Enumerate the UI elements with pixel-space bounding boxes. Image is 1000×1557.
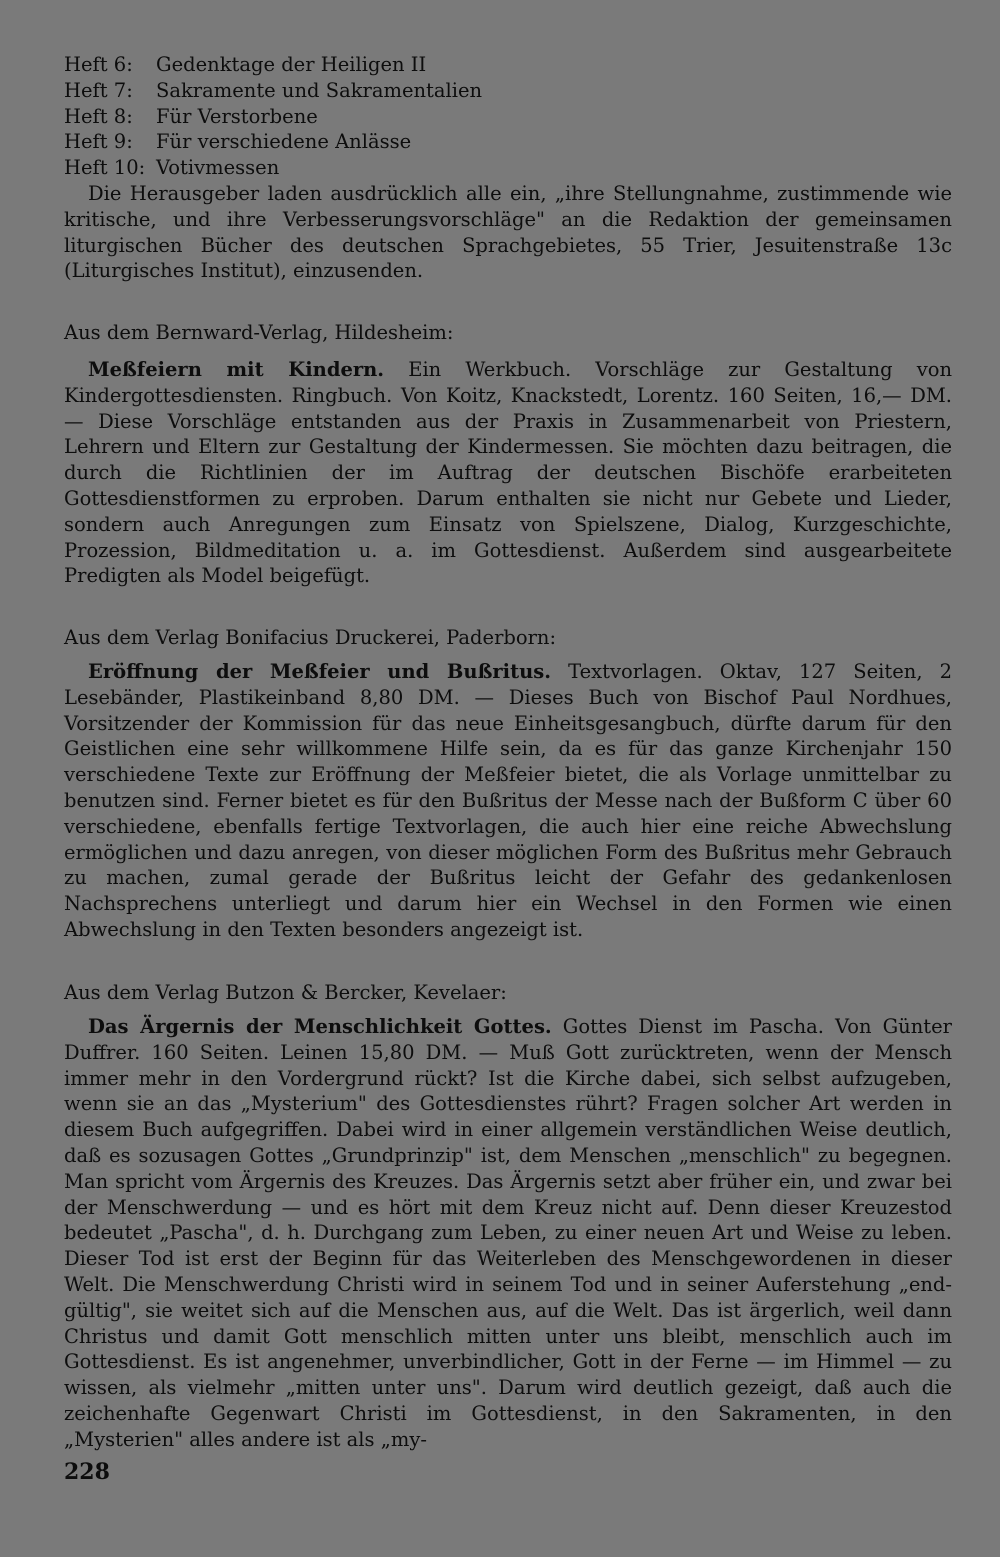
heft-list-item xyxy=(64,129,952,155)
heft-title: Gedenktage der Heiligen II xyxy=(156,53,427,76)
book-title: Eröffnung der Meßfeier und Bußritus. xyxy=(88,660,552,683)
heft-title: Für verschiedene Anlässe xyxy=(156,130,412,154)
book-title: Meßfeiern mit Kindern. xyxy=(88,358,385,381)
review-text: Gottes Dienst im Pascha. Von Günter Duffrer. 160 Seiten. Leinen 15,80 DM. — Muß Gott zurücktreten, wenn der Mensch immer mehr in den Vordergrund rückt? Ist die Kirche dabei, sich selbst aufzugeben, wenn sie an das „Mysterium" des Gottesdienstes rührt? Fragen solcher Art werden in diesem Buch aufgegriffen. Dabei wird in einer allgemein verständlichen Weise deutlich, daß es sozusagen Gottes „Grundprinzip" ist, dem Menschen „menschlich" zu begegnen. Man spricht vom Ärgernis des Kreuzes. Das Ärgernis setzt aber früher ein, und zwar bei der Menschwerdung — und es hört mit dem Kreuz nicht auf. Denn dieser Kreuzestod bedeutet „Pascha", d. h. Durchgang zum Leben, zu einer neuen Art und Weise zu leben. Dieser Tod ist erst der Beginn für das Weiterleben des Menschgewordenen in dieser Welt. Die Menschwerdung Christi wird in seinem Tod und in seiner Auferstehung „end-gültig", sie weitet sich auf die Menschen aus, auf die Welt. Das ist ärgerlich, weil dann Christus und damit Gott menschlich mitten unter uns bleibt, menschlich auch im Gottesdienst. Es ist angenehmer, unverbindlicher, Gott in der Ferne — im Himmel — zu wissen, als vielmehr „mitten unter uns". Darum wird deutlich gezeigt, daß auch die zeichenhafte Gegenwart Christi im Gottesdienst, in den Sakramenten, in den „Mysterien" alles andere ist als „my- xyxy=(64,1015,952,1451)
review-paragraph xyxy=(64,357,952,589)
review-text: Ein Werkbuch. Vorschläge zur Gestaltung von Kindergottesdiensten. Ringbuch. Von Koitz, Knackstedt, Lorentz. 160 Seiten, 16,— DM. — Diese Vorschläge entstanden aus der Praxis in Zusammenarbeit von Priestern, Lehrern und Eltern zur Gestaltung der Kindermessen. Sie möchten dazu beitragen, die durch die Richtlinien der im Auftrag der deutschen Bischöfe erarbeiteten Gottesdienstformen zu erproben. Darum enthalten sie nicht nur Gebete und Lieder, sondern auch Anregungen zum Einsatz von Spielszene, Dialog, Kurzgeschichte, Prozession, Bildmeditation u. a. im Gottesdienst. Außerdem sind ausgearbeitete Predigten als Model beigefügt. xyxy=(64,358,953,588)
review-text: Textvorlagen. Oktav, 127 Seiten, 2 Lesebänder, Plastikeinband 8,80 DM. — Dieses Buch von Bischof Paul Nordhues, Vorsitzender der Kommission für das neue Einheitsgesangbuch, dürfte darum für den Geistlichen eine sehr willkommene Hilfe sein, da es für das ganze Kirchenjahr 150 verschiedene Texte zur Eröffnung der Meßfeier bietet, die als Vorlage unmittelbar zu benutzen sind. Ferner bietet es für den Bußritus der Messe nach der Bußform C über 60 verschiedene, ebenfalls fertige Textvorlagen, die auch hier eine reiche Abwechslung ermöglichen und dazu anregen, von dieser möglichen Form des Bußritus mehr Gebrauch zu machen, zumal gerade der Bußritus leicht der Gefahr des gedankenlosen Nachsprechens unterliegt und darum hier ein Wechsel in den Formen wie einen Abwechslung in den Texten besonders angezeigt ist. xyxy=(64,660,952,941)
heft-number: Heft 8: xyxy=(64,104,133,128)
book-title: Das Ärgernis der Menschlichkeit Gottes. xyxy=(88,1015,552,1038)
review-paragraph xyxy=(64,1014,952,1453)
heft-list-item xyxy=(64,155,952,181)
heft-title: Votivmessen xyxy=(156,156,280,180)
heft-number: Heft 7: xyxy=(64,78,133,102)
heft-title: Sakramente und Sakramentalien xyxy=(156,78,483,102)
heft-list-item xyxy=(64,52,952,78)
heft-number: Heft 9: xyxy=(64,130,133,154)
intro-paragraph: Die Herausgeber laden ausdrücklich alle ein, „ihre Stellungnahme, zustimmende wie kritische, und ihre Verbesserungsvorschläge" an die Redaktion der gemeinsamen liturgischen Bücher des deutschen Sprachgebietes, 55 Trier, Jesuitenstraße 13c (Liturgisches Institut), einzusenden. xyxy=(64,182,952,283)
heft-number: Heft 6: xyxy=(64,53,133,76)
publisher-heading: Aus dem Verlag Bonifacius Druckerei, Paderborn: xyxy=(64,626,557,649)
heft-number: Heft 10: xyxy=(64,156,146,180)
heft-list-item xyxy=(64,78,952,104)
heft-list xyxy=(64,52,952,181)
publisher-heading: Aus dem Verlag Butzon & Bercker, Kevelaer: xyxy=(64,981,507,1004)
heft-list-item xyxy=(64,104,952,130)
publisher-heading: Aus dem Bernward-Verlag, Hildesheim: xyxy=(64,321,454,344)
page-number: 228 xyxy=(64,1459,110,1485)
heft-title: Für Verstorbene xyxy=(156,104,318,128)
review-paragraph xyxy=(64,659,952,943)
